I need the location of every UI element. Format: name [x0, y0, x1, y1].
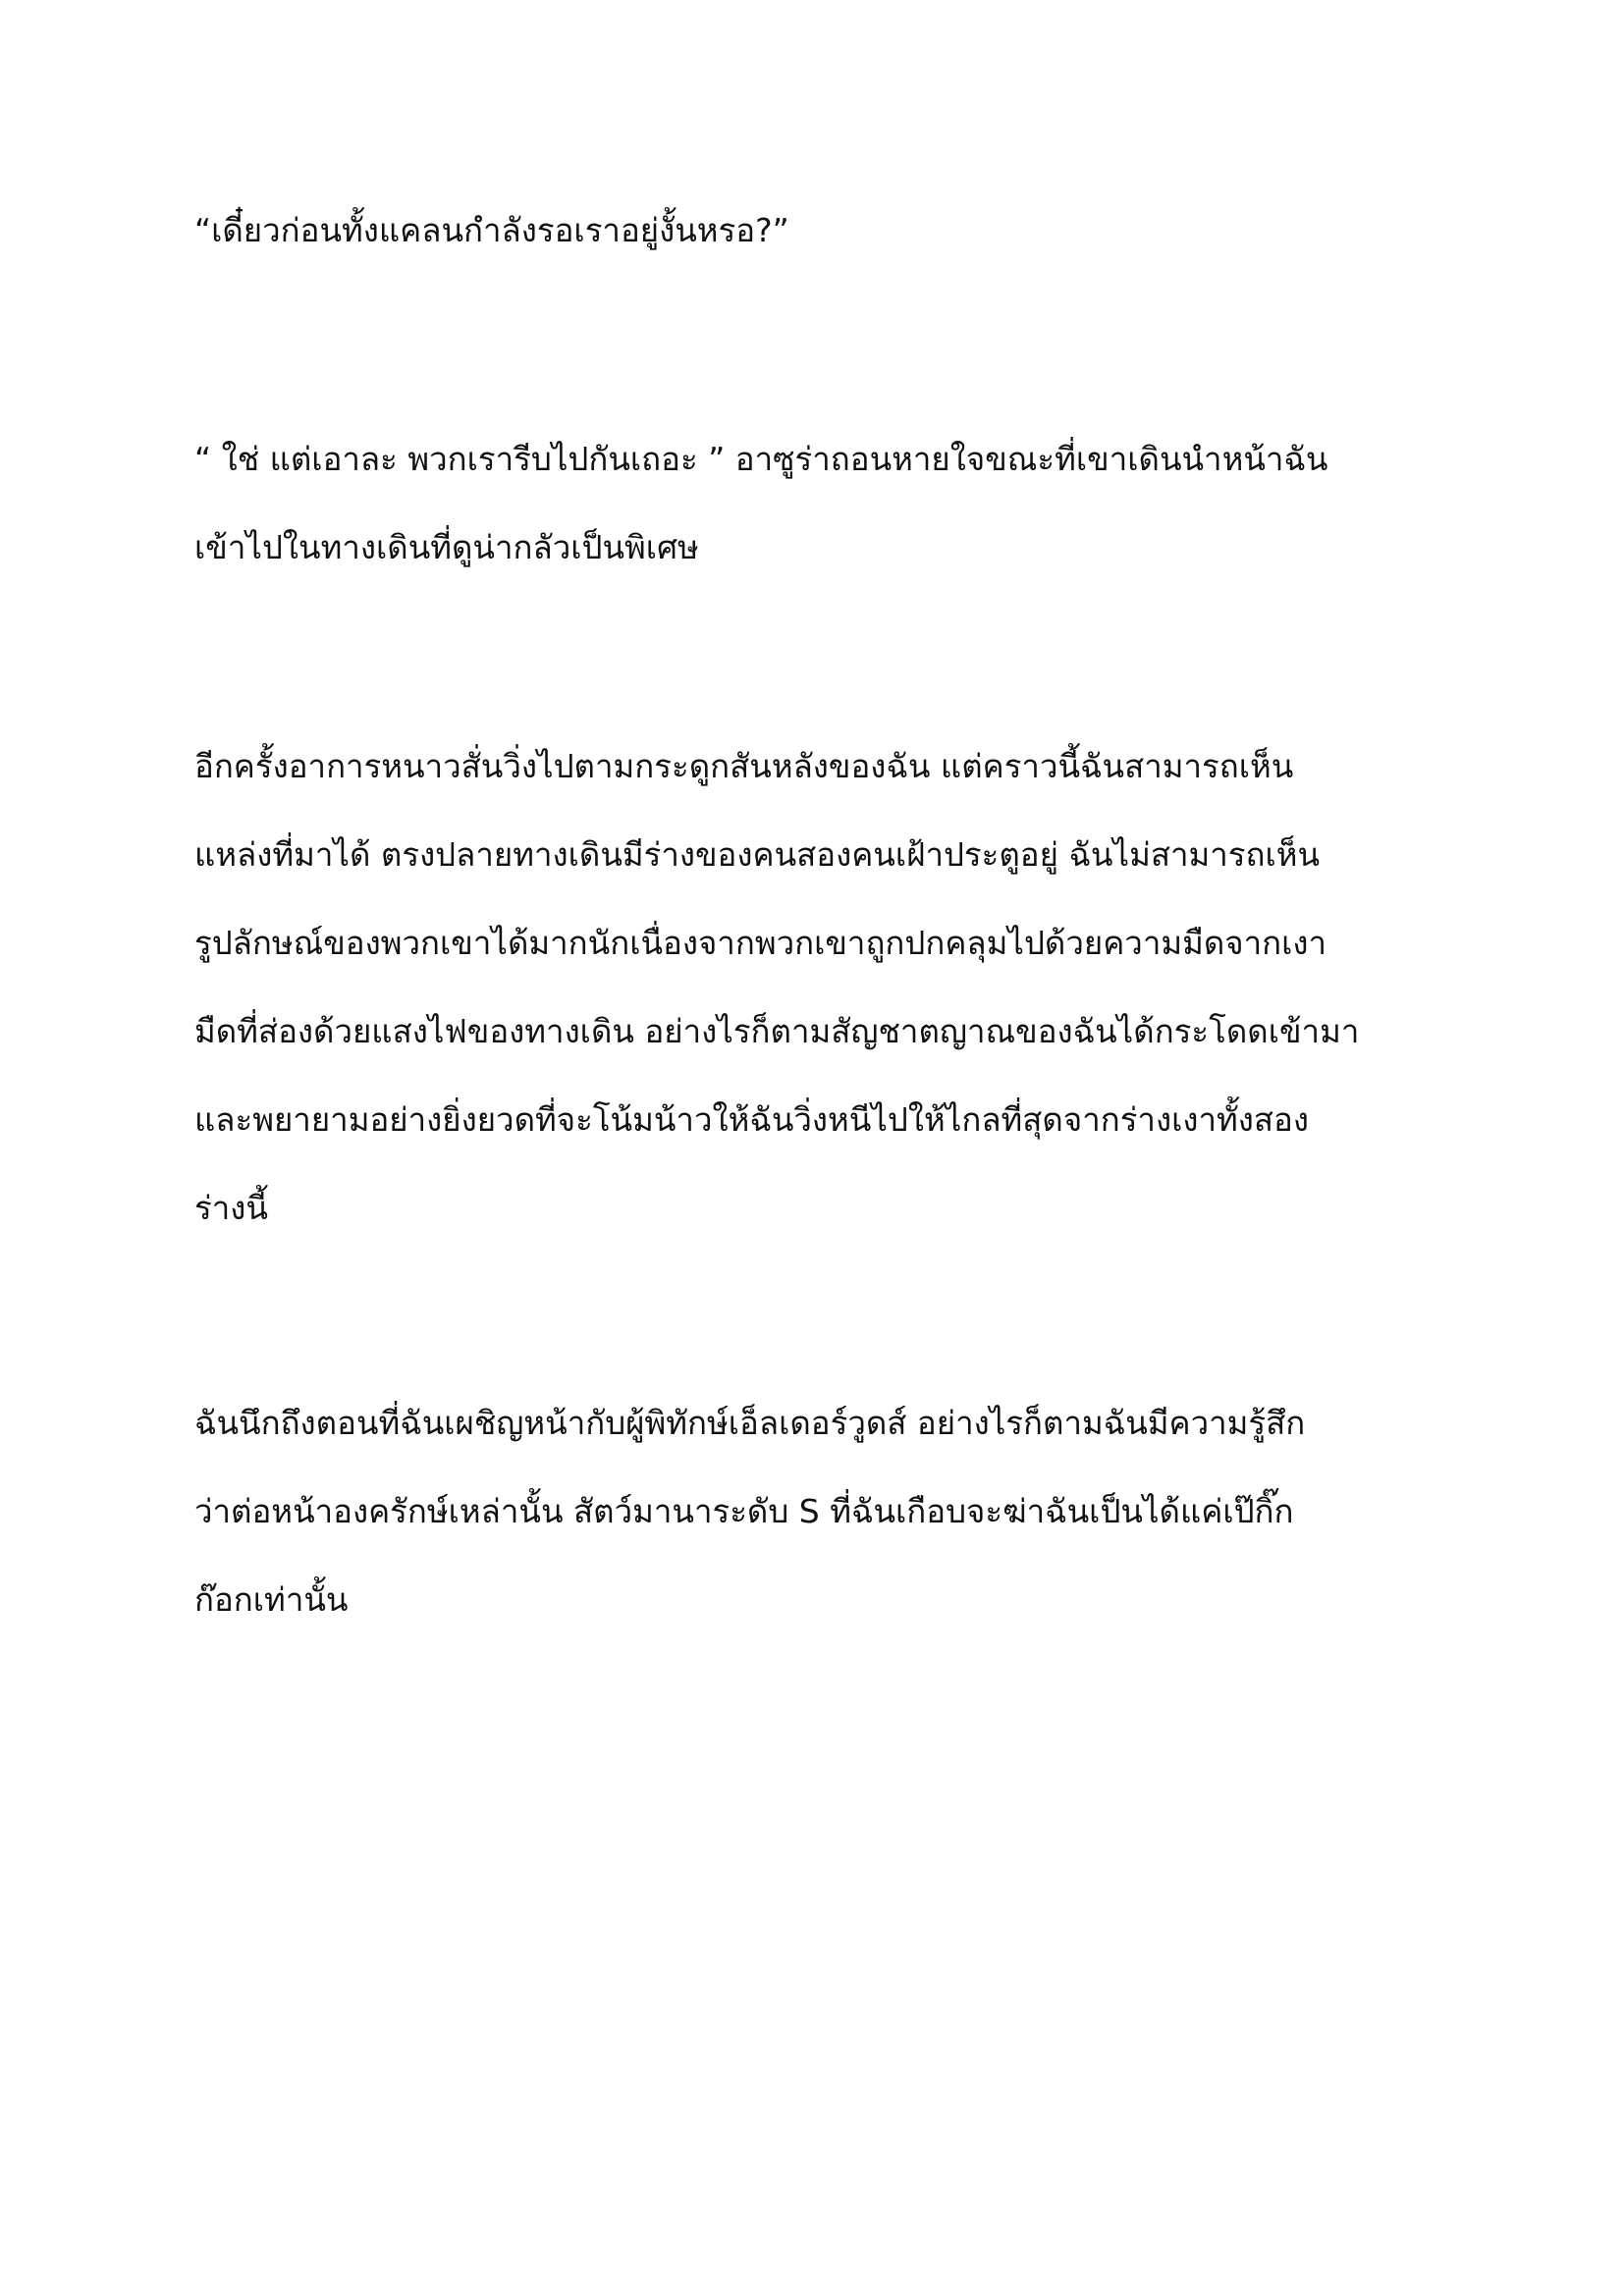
paragraph-line: แหล่งที่มาได้ ตรงปลายทางเดินมีร่างของคนสองคนเฝ้าประตูอยู่ ฉันไม่สามารถเห็น — [194, 835, 1321, 874]
paragraph-line: ว่าต่อหน้าองครักษ์เหล่านั้น สัตว์มานาระดับ S ที่ฉันเกือบจะฆ่าฉันเป็นได้แค่เป๊กิ๊ก — [194, 1492, 1294, 1530]
paragraph-1 — [194, 187, 1461, 275]
paragraph-line: ก๊อกเท่านั้น — [194, 1580, 349, 1619]
paragraph-line: เข้าไปในทางเดินที่ดูน่ากลัวเป็นพิเศษ — [194, 528, 699, 566]
paragraph-4 — [194, 1379, 1461, 1644]
paragraph-line: อีกครั้งอาการหนาวสั่นวิ่งไปตามกระดูกสันหลังของฉัน แต่คราวนี้ฉันสามารถเห็น — [194, 747, 1294, 785]
paragraph-line: มืดที่ส่องด้วยแสงไฟของทางเดิน อย่างไรก็ตามสัญชาตญาณของฉันได้กระโดดเข้ามา — [194, 1012, 1360, 1050]
paragraph-line: และพยายามอย่างยิ่งยวดที่จะโน้มน้าวให้ฉันวิ่งหนีไปให้ไกลที่สุดจากร่างเงาทั้งสอง — [194, 1100, 1309, 1139]
paragraph-line: “เดี๋ยวก่อนทั้งแคลนกำลังรอเราอยู่งั้นหรอ?” — [194, 211, 789, 249]
paragraph-2 — [194, 415, 1461, 592]
paragraph-line: รูปลักษณ์ของพวกเขาได้มากนักเนื่องจากพวกเขาถูกปกคลุมไปด้วยความมืดจากเงา — [194, 924, 1327, 962]
paragraph-line: “ ใช่ แต่เอาละ พวกเรารีบไปกันเถอะ ” อาซูร่าถอนหายใจขณะที่เขาเดินนำหน้าฉัน — [194, 440, 1328, 478]
paragraph-line: ฉันนึกถึงตอนที่ฉันเผชิญหน้ากับผู้พิทักษ์เอ็ลเดอร์วูดส์ อย่างไรก็ตามฉันมีความรู้สึก — [194, 1404, 1306, 1442]
paragraph-3 — [194, 722, 1461, 1253]
paragraph-line: ร่างนี้ — [194, 1189, 268, 1227]
